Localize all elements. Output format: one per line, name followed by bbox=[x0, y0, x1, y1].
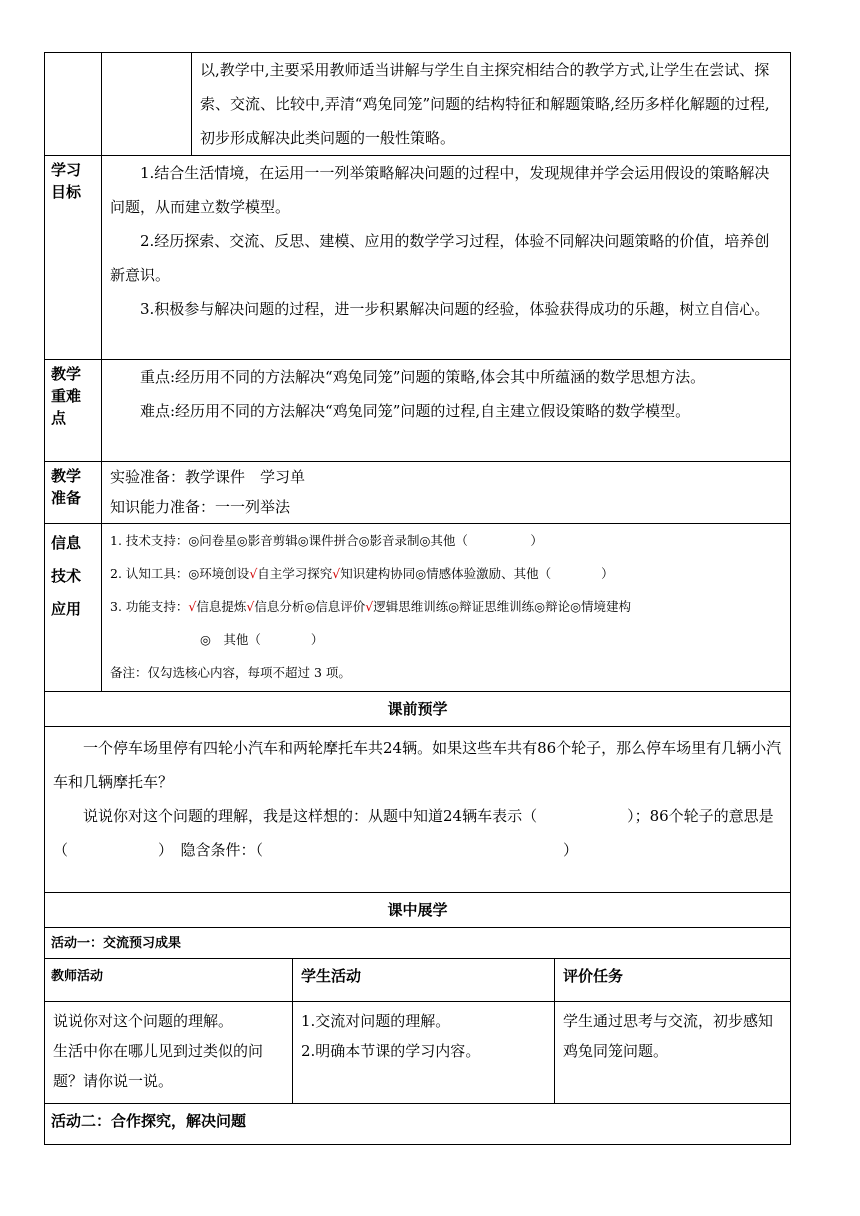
preview-title: 课前预学 bbox=[45, 692, 791, 727]
goal-item: 3.积极参与解决问题的过程，进一步积累解决问题的经验，体验获得成功的乐趣，树立自信心。 bbox=[140, 300, 770, 318]
col-student-header: 学生活动 bbox=[293, 959, 555, 1002]
lesson-plan-page bbox=[44, 52, 790, 1145]
col-teacher-header: 教师活动 bbox=[45, 959, 293, 1002]
function-support-line: 3. 功能支持：√信息提炼√信息分析◎信息评价√逻辑思维训练◎辩证思维训练◎辩论◎情境建构 bbox=[110, 599, 631, 614]
key-point: 重点:经历用不同的方法解决“鸡兔同笼”问题的策略,体会其中所蕴涵的数学思想方法。 bbox=[140, 368, 706, 386]
prep-content: 实验准备：教学课件 学习单 知识能力准备：一一列举法 bbox=[102, 462, 791, 524]
goals-content bbox=[102, 156, 791, 360]
inclass-title: 课中展学 bbox=[45, 893, 791, 928]
infotech-note: 备注：仅勾选核心内容，每项不超过 3 项。 bbox=[110, 665, 351, 680]
check-mark-icon: √ bbox=[246, 599, 255, 614]
other-line: ◎ 其他（ ） bbox=[200, 632, 324, 647]
check-mark-icon: √ bbox=[188, 599, 197, 614]
activity-table bbox=[44, 958, 791, 1145]
preview-problem: 一个停车场里停有四轮小汽车和两轮摩托车共24辆。如果这些车共有86个轮子，那么停车场里有几辆小汽车和几辆摩托车？ bbox=[53, 739, 782, 791]
activity-two-title: 活动二：合作探究，解决问题 bbox=[45, 1104, 791, 1145]
goals-label: 学习目标 bbox=[45, 156, 102, 360]
preview-question: 说说你对这个问题的理解，我是这样想的：从题中知道24辆车表示（ ）；86个轮子的意思是（ ） 隐含条件：（ ） bbox=[53, 807, 774, 859]
cognitive-tools-line: 2. 认知工具：◎环境创设√自主学习探究√知识建构协同◎情感体验激励、其他（ ） bbox=[110, 566, 614, 581]
prep-label: 教学准备 bbox=[45, 462, 102, 524]
check-mark-icon: √ bbox=[332, 566, 341, 581]
eval-task-cell: 学生通过思考与交流，初步感知鸡兔同笼问题。 bbox=[555, 1002, 791, 1104]
infotech-label: 信息 技术 应用 bbox=[45, 524, 102, 692]
goal-item: 2.经历探索、交流、反思、建模、应用的数学学习过程，体验不同解决问题策略的价值，培养创新意识。 bbox=[110, 232, 770, 284]
keypoints-content bbox=[102, 360, 791, 462]
infotech-content bbox=[102, 524, 791, 692]
check-mark-icon: √ bbox=[365, 599, 374, 614]
student-activity-cell: 1.交流对问题的理解。 2.明确本节课的学习内容。 bbox=[293, 1002, 555, 1104]
preview-content bbox=[45, 727, 791, 893]
goal-item: 1.结合生活情境，在运用一一列举策略解决问题的过程中，发现规律并学会运用假设的策略解决问题，从而建立数学模型。 bbox=[110, 164, 770, 216]
tech-support-line: 1. 技术支持：◎问卷星◎影音剪辑◎课件拼合◎影音录制◎其他（ ） bbox=[110, 533, 543, 548]
method-text: 以,教学中,主要采用教师适当讲解与学生自主探究相结合的教学方式,让学生在尝试、探索、交流、比较中,弄清“鸡兔同笼”问题的结构特征和解题策略,经历多样化解题的过程,初步形成解决此类问题的一般性策略。 bbox=[192, 53, 791, 156]
keypoints-label: 教学重难点 bbox=[45, 360, 102, 462]
check-mark-icon: √ bbox=[249, 566, 258, 581]
col-eval-header: 评价任务 bbox=[555, 959, 791, 1002]
teacher-activity-cell: 说说你对这个问题的理解。 生活中你在哪儿见到过类似的问题？请你说一说。 bbox=[45, 1002, 293, 1104]
difficult-point: 难点:经历用不同的方法解决“鸡兔同笼”问题的过程,自主建立假设策略的数学模型。 bbox=[140, 402, 691, 420]
lesson-plan-table bbox=[44, 52, 791, 959]
activity-one-title: 活动一：交流预习成果 bbox=[45, 928, 791, 959]
